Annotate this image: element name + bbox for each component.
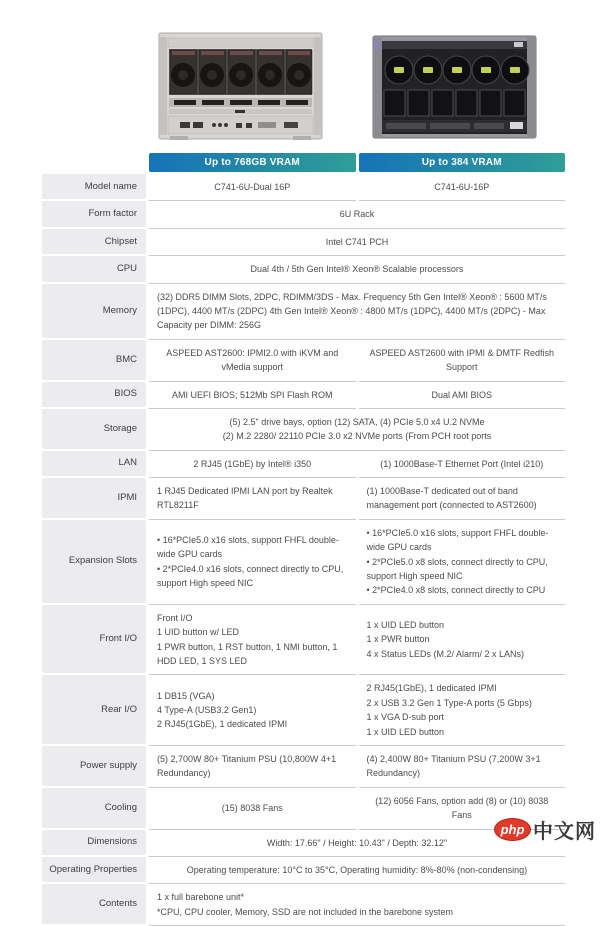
spec-line: *CPU, CPU cooler, Memory, SSD are not included in the barebone system [157, 906, 453, 917]
spec-row [42, 884, 565, 926]
spec-line: (12) 6056 Fans, option add (8) or (10) 8038 Fans [375, 795, 549, 821]
spec-line: 1 x UID LED button [366, 726, 445, 737]
spec-row [42, 788, 565, 830]
spec-row-label-col [42, 746, 146, 788]
spec-row [42, 229, 565, 256]
site-logo-text: 中文网 [533, 821, 596, 843]
spec-row-label-col [42, 675, 146, 746]
spec-table-header [42, 153, 565, 172]
spec-line: (32) DDR5 DIMM Slots, 2DPC, RDIMM/3DS - Max. Frequency 5th Gen Intel® Xeon® : 5600 MT/s (1DPC), 4400 MT/s (2DPC) 4th Gen Intel® Xeon® : 4800 MT/s (1DPC), 4400 MT/s (2DPC) - Max Capacity per DIMM: 256G [157, 291, 547, 331]
spec-cell [149, 284, 565, 340]
spec-row-label: Chipset [42, 229, 146, 254]
spec-row-label-col [42, 788, 146, 830]
spec-line: Operating temperature: 10°C to 35°C, Operating humidity: 8%-80% (non-condensing) [186, 864, 528, 875]
spec-row [42, 284, 565, 340]
spec-line: Intel C741 PCH [325, 236, 389, 247]
spec-cell [149, 520, 356, 605]
spec-row-label: Form factor [42, 201, 146, 226]
spec-row-label: Operating Properties [42, 857, 146, 882]
spec-line: Dual 4th / 5th Gen Intel® Xeon® Scalable processors [250, 264, 464, 275]
spec-cell [149, 340, 356, 382]
spec-row-label: Front I/O [42, 605, 146, 674]
spec-line: Width: 17.66" / Height: 10.43" / Depth: 32.12" [266, 837, 448, 848]
spec-cell [149, 884, 565, 926]
spec-cell [149, 746, 356, 788]
spec-cell [149, 451, 356, 478]
spec-row-label-col [42, 520, 146, 605]
spec-row-label-col [42, 340, 146, 382]
spec-line: • 16*PCIe5.0 x16 slots, support FHFL double-wide GPU cards [157, 535, 339, 560]
spec-row-label: LAN [42, 451, 146, 476]
spec-cell [359, 520, 566, 605]
spec-row [42, 451, 565, 478]
spec-line: • 2*PCIe4.0 x8 slots, connect directly to CPU [366, 585, 546, 596]
spec-cell [149, 382, 356, 409]
header-spacer [42, 153, 146, 172]
spec-row [42, 746, 565, 788]
spec-line: 2 RJ45 (1GbE) by Intel® i350 [193, 458, 312, 469]
spec-line: Dual AMI BIOS [431, 389, 493, 400]
spec-line: C741-6U-Dual 16P [214, 182, 291, 192]
spec-row [42, 478, 565, 520]
spec-row [42, 340, 565, 382]
spec-row-label-col [42, 451, 146, 478]
spec-row [42, 675, 565, 746]
php-logo-badge: php [494, 818, 531, 841]
spec-line: 1 x UID LED button [366, 620, 445, 630]
spec-cell [149, 256, 565, 283]
spec-row-label: Power supply [42, 746, 146, 786]
spec-row-label: IPMI [42, 478, 146, 518]
spec-row-label-col [42, 830, 146, 857]
spec-row [42, 605, 565, 676]
spec-row-label-col [42, 605, 146, 676]
spec-cell [359, 174, 566, 201]
spec-row-label: Storage [42, 409, 146, 449]
spec-cell [149, 675, 356, 746]
site-logo [494, 815, 596, 844]
spec-row [42, 382, 565, 409]
spec-table [42, 153, 565, 926]
spec-line: 4 x Status LEDs (M.2/ Alarm/ 2 x LANs) [366, 648, 525, 659]
spec-row-label-col [42, 174, 146, 201]
spec-line: • 2*PCIe4.0 x16 slots, connect directly to CPU, support High speed NIC [157, 563, 344, 589]
spec-row-label-col [42, 256, 146, 283]
server-photo-dual-16p [158, 30, 323, 143]
column-header-768gb-vram: Up to 768GB VRAM [149, 153, 356, 172]
spec-line: (5) 2.5" drive bays, option (12) SATA, (4) PCIe 5.0 x4 U.2 NVMe [229, 416, 485, 427]
spec-line: (2) M.2 2280/ 22110 PCIe 3.0 x2 NVMe ports (From PCH root ports [222, 431, 492, 442]
spec-row-label-col [42, 857, 146, 884]
spec-row-label: Contents [42, 884, 146, 924]
spec-row-label-col [42, 382, 146, 409]
spec-row-label-col [42, 229, 146, 256]
spec-cell [149, 409, 565, 451]
spec-row [42, 174, 565, 201]
spec-line: 1 x VGA D-sub port [366, 712, 445, 723]
spec-line: • 16*PCIe5.0 x16 slots, support FHFL double-wide GPU cards [366, 527, 549, 553]
spec-row-label-col [42, 201, 146, 228]
spec-row [42, 256, 565, 283]
spec-row-label: Memory [42, 284, 146, 338]
spec-row [42, 201, 565, 228]
spec-cell [359, 340, 566, 382]
spec-cell [359, 451, 566, 478]
spec-cell [359, 746, 566, 788]
spec-cell [149, 201, 565, 228]
spec-row-label: Expansion Slots [42, 520, 146, 603]
spec-line: 6U Rack [339, 209, 375, 220]
spec-row [42, 409, 565, 451]
spec-row [42, 830, 565, 857]
spec-row-label: Rear I/O [42, 675, 146, 744]
spec-row-label: BMC [42, 340, 146, 380]
spec-line: ASPEED AST2600 with IPMI & DMTF Redfish Support [369, 347, 555, 373]
spec-table-rows [42, 174, 565, 926]
spec-line: (4) 2,400W 80+ Titanium PSU (7,200W 3+1 Redundancy) [366, 753, 541, 779]
spec-row-label: Model name [42, 174, 146, 199]
spec-row-label: BIOS [42, 382, 146, 407]
spec-cell [359, 605, 566, 676]
spec-line: AMI UEFI BIOS; 512Mb SPI Flash ROM [171, 389, 333, 400]
spec-line: (1) 1000Base-T dedicated out of band management port (connected to AST2600) [366, 486, 537, 511]
spec-cell [359, 382, 566, 409]
spec-row-label-col [42, 284, 146, 340]
spec-line: 1 x PWR button [366, 634, 430, 645]
spec-row-label-col [42, 478, 146, 520]
spec-cell [149, 174, 356, 201]
spec-line: 2 x USB 3.2 Gen 1 Type-A ports (5 Gbps) [366, 697, 532, 708]
spec-line: ASPEED AST2600: IPMI2.0 with iKVM and vMedia support [166, 347, 339, 373]
spec-row [42, 857, 565, 884]
spec-line: 2 RJ45(1GbE), 1 dedicated IPMI [157, 719, 288, 730]
spec-line: 1 DB15 (VGA) [157, 690, 215, 701]
spec-cell [149, 857, 565, 884]
spec-cell [149, 788, 356, 830]
spec-row [42, 520, 565, 605]
spec-row-label: Dimensions [42, 830, 146, 855]
server-photo-16p [372, 34, 537, 141]
spec-row-label: CPU [42, 256, 146, 281]
spec-line: 1 UID button w/ LED [157, 627, 240, 638]
spec-cell [149, 229, 565, 256]
spec-cell [149, 478, 356, 520]
spec-row-label-col [42, 884, 146, 926]
spec-row-label: Cooling [42, 788, 146, 828]
spec-cell [149, 605, 356, 676]
spec-line: (15) 8038 Fans [221, 802, 283, 813]
spec-cell [359, 478, 566, 520]
spec-row-label-col [42, 409, 146, 451]
spec-line: (1) 1000Base-T Ethernet Port (Intel i210) [380, 458, 544, 469]
product-images [0, 0, 600, 152]
spec-line: 1 RJ45 Dedicated IPMI LAN port by Realtek RTL8211F [157, 486, 333, 511]
column-header-384-vram: Up to 384 VRAM [359, 153, 566, 172]
spec-line: (5) 2,700W 80+ Titanium PSU (10,800W 4+1 Redundancy) [157, 753, 337, 779]
spec-line: • 2*PCIe5.0 x8 slots, connect directly to CPU, support High speed NIC [366, 556, 548, 582]
spec-line: C741-6U-16P [434, 182, 490, 192]
spec-line: 1 x full barebone unit* [157, 892, 245, 903]
spec-line: 1 PWR button, 1 RST button, 1 NMI button, 1 HDD LED, 1 SYS LED [157, 641, 338, 666]
spec-line: 2 RJ45(1GbE), 1 dedicated IPMI [366, 683, 497, 694]
spec-line: Front I/O [157, 612, 193, 623]
spec-cell [359, 675, 566, 746]
spec-line: 4 Type-A (USB3.2 Gen1) [157, 704, 257, 715]
